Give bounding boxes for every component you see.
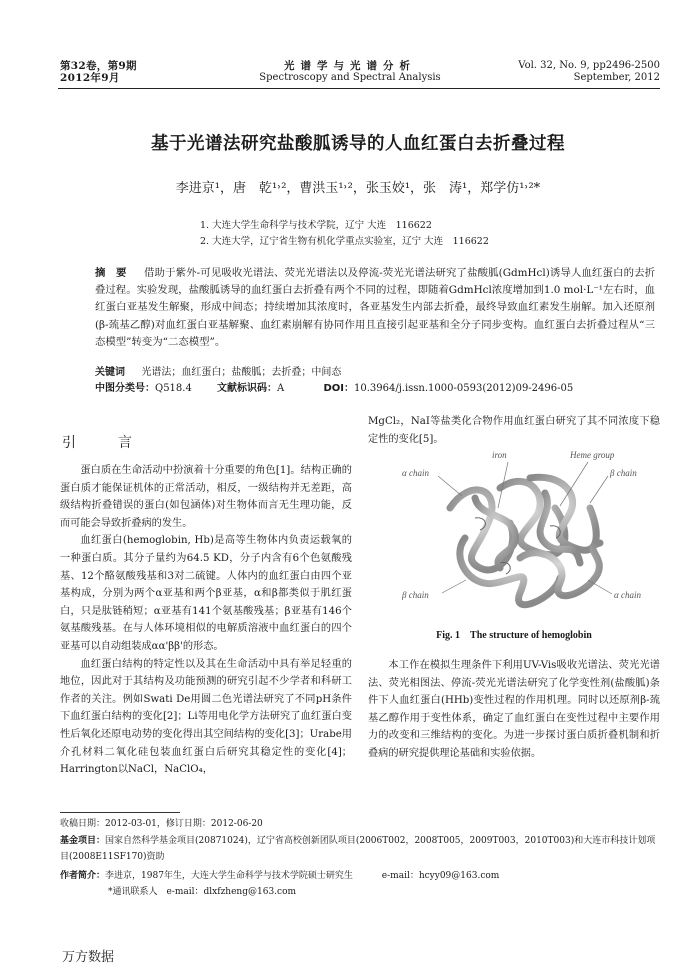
journal-pages-info (518, 60, 660, 84)
paragraph: 蛋白质在生命活动中扮演着十分重要的角色[1]。结构正确的蛋白质才能保证机体的正常活动，相反，一级结构并无差距，高级结构折叠错误的蛋白(如包涵体)对生物体而言无生理功能，反而可能会导致折叠病的发生。 (60, 465, 352, 529)
abstract-text: 借助于紫外-可见吸收光谱法、荧光光谱法以及停流-荧光光谱法研究了盐酸胍(GdmHcl)诱导人血红蛋白的去折叠过程。实验发现，盐酸胍诱导的血红蛋白去折叠有两个不同的过程，即随着GdmHcl浓度增加到1.0 mol·L⁻¹左右时，血红蛋白亚基发生解聚，形成中间态；持续增加其浓度时，各亚基发生内部去折叠，最终导致血红素发生崩解。加入还原剂(β-巯基乙醇)对血红蛋白亚基解聚、血红素崩解有协同作用且直接引起亚基和全分子同步变构。血红蛋白去折叠过程从“三态模型”转变为“二态模型”。 (95, 267, 656, 348)
publication-date-en: September, 2012 (573, 72, 660, 83)
doi-value: 10.3964/j.issn.1000-0593(2012)09-2496-05 (353, 383, 574, 394)
wanfang-brand: 万方数据 (62, 950, 115, 965)
publication-date-cn: 2012年9月 (60, 72, 120, 84)
funding-label: 基金项目： (60, 836, 106, 846)
author-email: e-mail：hcyy09@163.com (381, 871, 500, 881)
left-column (60, 462, 352, 779)
footnote-funding (60, 833, 660, 865)
paragraph: 血红蛋白(hemoglobin, Hb)是高等生物体内负责运载氧的一种蛋白质。其分子量约为64.5 KD，分子内含有6个色氨酸残基、12个酪氨酸残基和3对二硫键。人体内的血红蛋白由四个亚基构成，分别为两个α亚基和两个β亚基，α和β都类似于肌红蛋白，只是肽链稍短；α亚基有141个氨基酸残基；β亚基有146个氨基酸残基。在与人体环境相似的电解质溶液中血红蛋白的四个亚基可以自动组装成αα'ββ'的形态。 (60, 535, 352, 652)
footnote-rule (60, 812, 180, 813)
label-heme-group: Heme group (570, 450, 615, 460)
author-intro-label: 作者简介： (60, 871, 106, 881)
abstract (95, 265, 655, 351)
funding-text: 国家自然科学基金项目(20871024)，辽宁省高校创新团队项目(2006T002，2008T005，2009T003，2010T003)和大连市科技计划项目(2008E11SF170)资助 (60, 836, 656, 862)
doc-code-value: A (277, 383, 285, 394)
right-column-bottom (368, 657, 660, 763)
label-beta-chain-top: β chain (610, 468, 637, 478)
paper-title: 基于光谱法研究盐酸胍诱导的人血红蛋白去折叠过程 (151, 134, 565, 154)
journal-name (240, 60, 460, 84)
footnote-corresponding: *通讯联系人 e-mail：dlxfzheng@163.com (108, 887, 297, 897)
hemoglobin-structure-figure (380, 448, 660, 618)
label-alpha-chain-bottom: α chain (614, 590, 641, 600)
paragraph: MgCl₂，NaI等盐类化合物作用血红蛋白研究了其不同浓度下稳定性的变化[5]。 (368, 416, 660, 445)
author-intro-text: 李进京，1987年生，大连大学生命科学与技术学院硕士研究生 (105, 871, 353, 881)
label-beta-chain-bottom: β chain (402, 590, 429, 600)
keywords (95, 365, 341, 380)
figure-caption: Fig. 1 The structure of hemoglobin (436, 630, 592, 641)
label-iron: iron (492, 450, 507, 460)
section-heading-introduction: 引 言 (62, 435, 146, 451)
hemoglobin-ribbon-illustration (380, 448, 660, 618)
footnote-author (60, 868, 660, 884)
footnote-dates: 收稿日期：2012-03-01，修订日期：2012-06-20 (60, 819, 263, 829)
paragraph: 血红蛋白结构的特定性以及其在生命活动中具有举足轻重的地位，因此对于其结构及功能预测的研究引起不少学者和科研工作者的关注。例如Swati De用圆二色光谱法研究了不同pH条件下血红蛋白结构的变化[2]；Li等用电化学方法研究了血红蛋白变性后氧化还原电动势的变化得出其空间结构的变化[3]；Urabe用介孔材料二氧化硅包装血红蛋白后研究其稳定性的变化[4]；Harrington以NaCl，NaClO₄， (60, 658, 352, 776)
journal-volume-info (60, 60, 137, 84)
journal-name-cn: 光谱学与光谱分析 (284, 60, 416, 72)
affiliation-1: 1. 大连大学生命科学与技术学院，辽宁 大连 116622 (200, 220, 432, 231)
author-list: 李进京¹，唐 乾¹˒²，曹洪玉¹˒²，张玉姣¹，张 涛¹，郑学仿¹˒²* (175, 181, 541, 196)
journal-name-en: Spectroscopy and Spectral Analysis (259, 72, 441, 83)
classification-row (95, 381, 573, 396)
header-rule (58, 88, 660, 89)
affiliation-2: 2. 大连大学，辽宁省生物有机化学重点实验室，辽宁 大连 116622 (200, 236, 489, 247)
label-alpha-chain-top: α chain (402, 468, 429, 478)
abstract-label: 摘 要 (95, 267, 127, 279)
clc-value: Q518.4 (155, 383, 192, 394)
doc-code-label: 文献标识码： (217, 383, 278, 394)
keywords-label: 关键词 (95, 367, 125, 378)
volume-pages: Vol. 32, No. 9, pp2496-2500 (518, 60, 660, 71)
paragraph: 本工作在模拟生理条件下利用UV-Vis吸收光谱法、荧光光谱法、荧光相图法、停流-荧光光谱法研究了化学变性剂(盐酸胍)条件下人血红蛋白(HHb)变性过程的作用机理。同时以还原剂β-巯基乙醇作用于变性体系，确定了血红蛋白在变性过程中主要作用力的改变和三维结构的变化。为进一步探讨蛋白质折叠机制和折叠病的研究提供理论基础和实验依据。 (368, 660, 660, 759)
keywords-text: 光谱法；血红蛋白；盐酸胍；去折叠；中间态 (141, 367, 342, 378)
clc-label: 中图分类号： (95, 383, 155, 394)
volume-issue: 第32卷，第9期 (60, 60, 137, 72)
right-column-top (368, 413, 660, 448)
doi-label: DOI： (323, 383, 354, 394)
